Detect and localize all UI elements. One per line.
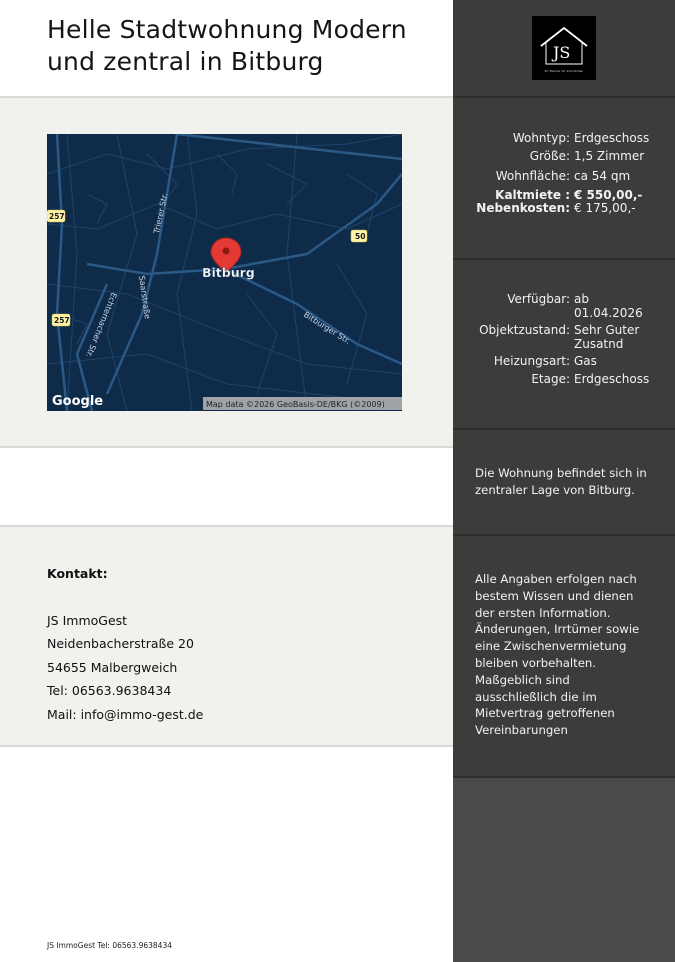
disclaimer-line: Maßgeblich sind <box>475 672 570 687</box>
description-line: zentraler Lage von Bitburg. <box>475 482 635 497</box>
contact-mail[interactable]: Mail: info@immo-gest.de <box>47 706 204 722</box>
detail-key: Wohnfläche: <box>495 169 570 183</box>
map-graphic <box>47 134 402 411</box>
detail-row-objektzustand <box>453 324 675 351</box>
contact-street: Neidenbacherstraße 20 <box>47 636 194 651</box>
detail-key: Wohntyp: <box>512 131 570 145</box>
detail-key: Heizungsart: <box>493 354 570 368</box>
saarstrasse-label: Saarstraße <box>137 275 153 320</box>
disclaimer-line: ausschließlich die im <box>475 689 597 704</box>
detail-key: Kaltmiete : <box>495 188 570 202</box>
detail-key: Nebenkosten: <box>476 201 570 215</box>
detail-key: Etage: <box>531 371 570 386</box>
detail-value-line2: 01.04.2026 <box>574 305 643 320</box>
disclaimer-line: Mietvertrag getroffenen <box>475 706 615 721</box>
detail-value: 1,5 Zimmer <box>574 149 645 163</box>
detail-row-nebenkosten <box>453 202 675 215</box>
detail-value: Erdgeschoss <box>574 371 650 386</box>
google-logo: Google <box>52 394 104 409</box>
page-footer: JS ImmoGest Tel: 06563.9638434 <box>47 941 172 950</box>
disclaimer-line: Alle Angaben erfolgen nach <box>475 572 637 586</box>
description-line: Die Wohnung befindet sich in <box>475 466 647 480</box>
house-logo-icon <box>532 16 596 80</box>
location-map[interactable] <box>47 134 402 411</box>
route-257-top-label: 257 <box>49 212 65 221</box>
detail-value-line2: Zusatnd <box>574 336 624 351</box>
detail-row-heizungsart <box>453 355 675 369</box>
listing-title-line2: und zentral in Bitburg <box>47 47 324 76</box>
listing-title <box>47 14 437 78</box>
detail-value-line1: Sehr Guter <box>574 323 640 337</box>
legal-disclaimer <box>475 571 660 739</box>
detail-row-wohntyp <box>453 131 675 146</box>
company-logo <box>532 16 596 80</box>
bitburger-str-label: Bitburger Str. <box>301 310 352 346</box>
disclaimer-line: eine Zwischenvermietung <box>475 639 627 654</box>
detail-value: Erdgeschoss <box>574 131 650 145</box>
detail-row-verfuegbar <box>453 293 675 320</box>
trierer-str-label: Trierer Str. <box>152 192 170 235</box>
logo-letters: JS <box>553 43 571 62</box>
contact-heading: Kontakt: <box>47 566 108 581</box>
disclaimer-line: der ersten Information. <box>475 605 611 620</box>
detail-value-line1: ab <box>574 292 589 306</box>
detail-row-etage <box>453 373 675 387</box>
detail-key: Verfügbar: <box>507 292 570 306</box>
disclaimer-line: Vereinbarungen <box>475 723 568 738</box>
detail-value: Gas <box>574 354 597 368</box>
logo-tagline: Ihr Partner für Immobilien <box>544 69 584 73</box>
detail-key: Objektzustand: <box>479 323 570 337</box>
map-city-label: Bitburg <box>202 265 255 280</box>
detail-value: € 175,00,- <box>574 201 636 215</box>
property-description <box>475 465 660 499</box>
detail-row-groesse <box>453 149 675 164</box>
detail-value: ca 54 qm <box>574 169 631 183</box>
map-attribution: Map data ©2026 GeoBasis-DE/BKG (©2009) <box>206 400 385 409</box>
detail-row-wohnflaeche <box>453 169 675 184</box>
availability-details <box>453 293 675 386</box>
empty-band <box>0 446 453 526</box>
property-details <box>453 131 675 215</box>
listing-title-line1: Helle Stadtwohnung Modern <box>47 15 407 44</box>
contact-city: 54655 Malbergweich <box>47 659 178 675</box>
route-50-label: 50 <box>355 232 366 241</box>
contact-company: JS ImmoGest <box>47 612 128 628</box>
detail-key: Größe: <box>529 149 570 163</box>
disclaimer-line: bestem Wissen und dienen <box>475 588 634 603</box>
disclaimer-line: bleiben vorbehalten. <box>475 655 597 670</box>
contact-block <box>47 562 203 726</box>
echternacher-str-label: Echternacher Str. <box>84 291 119 359</box>
route-257-line <box>57 134 67 411</box>
disclaimer-line: Änderungen, Irrtümer sowie <box>475 622 640 637</box>
contact-phone[interactable]: Tel: 06563.9638434 <box>47 683 172 698</box>
detail-value: € 550,00,- <box>574 188 643 202</box>
route-257-bottom-label: 257 <box>54 316 70 325</box>
sidebar-bottom-section <box>453 776 675 962</box>
